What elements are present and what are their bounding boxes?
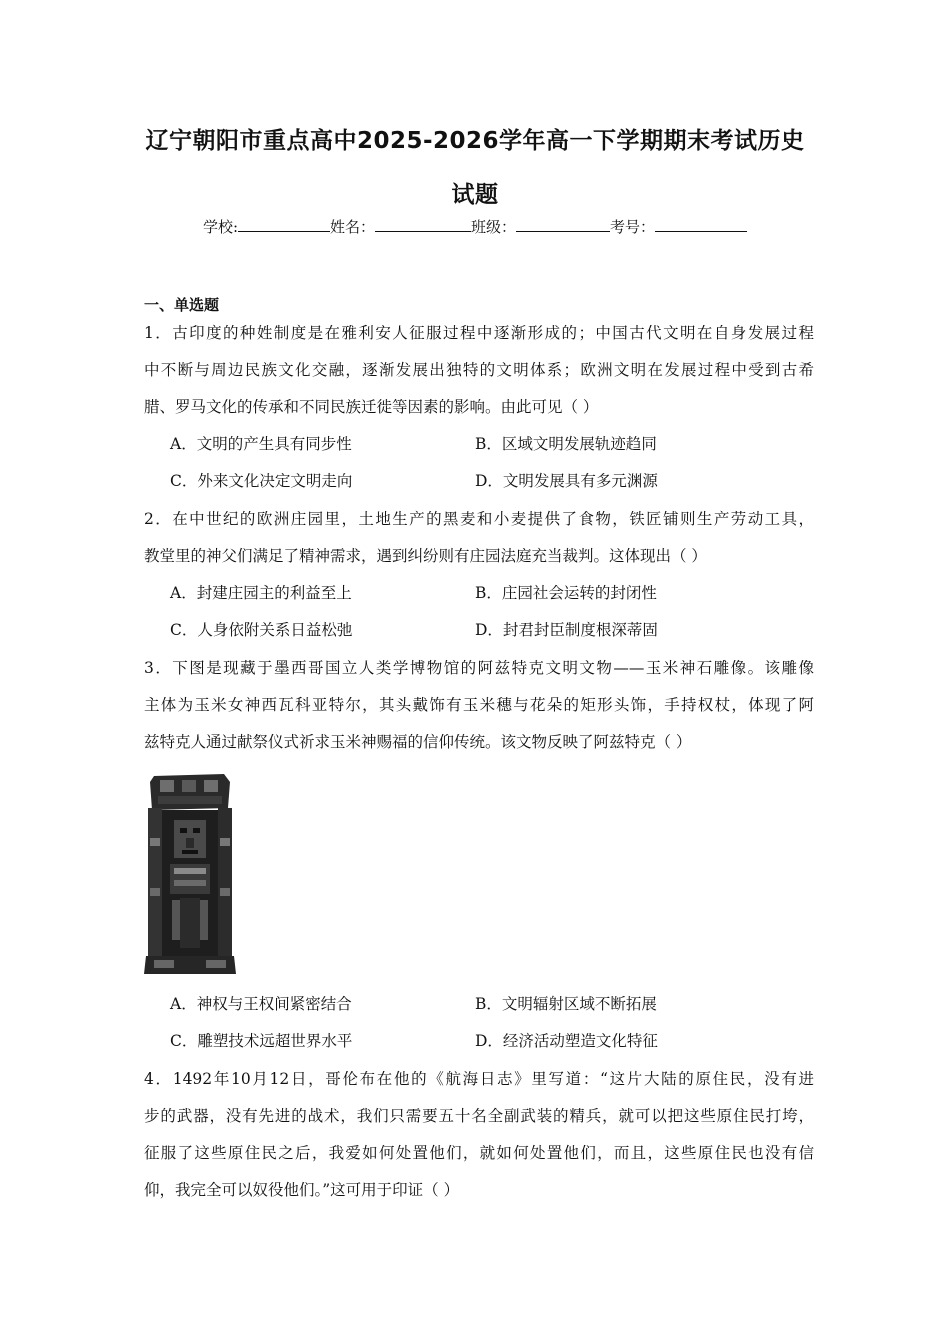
student-info-row: [0, 216, 950, 237]
question-2-line: 教堂里的神父们满足了精神需求，遇到纠纷则有庄园法庭充当裁判。这体现出（ ）: [144, 547, 707, 565]
name-label: 姓名：: [330, 218, 376, 236]
question-2-option-a[interactable]: A．封建庄园主的利益至上: [170, 584, 352, 602]
question-1-option-d[interactable]: D．文明发展具有多元渊源: [475, 472, 658, 490]
question-2-option-b[interactable]: B．庄园社会运转的封闭性: [475, 584, 657, 602]
question-4-line: 仰，我完全可以奴役他们。”这可用于印证（ ）: [144, 1181, 460, 1199]
question-3-line: 兹特克人通过献祭仪式祈求玉米神赐福的信仰传统。该文物反映了阿兹特克（ ）: [144, 733, 692, 751]
class-blank: [516, 217, 610, 232]
class-label: 班级：: [471, 218, 517, 236]
page-title-continued: 试题: [451, 182, 499, 208]
exam-number-label: 考号：: [610, 218, 656, 236]
question-1-line: 腊、罗马文化的传承和不同民族迁徙等因素的影响。由此可见（ ）: [144, 398, 599, 416]
exam-number-blank: [655, 217, 747, 232]
question-3-line: 3．下图是现藏于墨西哥国立人类学博物馆的阿兹特克文明文物——玉米神石雕像。该雕像: [144, 659, 814, 677]
question-1-line: 1．古印度的种姓制度是在雅利安人征服过程中逐渐形成的；中国古代文明在自身发展过程: [144, 324, 814, 342]
question-2-line: 2．在中世纪的欧洲庄园里，土地生产的黑麦和小麦提供了食物，铁匠铺则生产劳动工具，: [144, 510, 814, 528]
question-3-option-d[interactable]: D．经济活动塑造文化特征: [475, 1032, 658, 1050]
question-1-line: 中不断与周边民族文化交融，逐渐发展出独特的文明体系；欧洲文明在发展过程中受到古希: [144, 361, 814, 379]
question-3-line: 主体为玉米女神西瓦科亚特尔，其头戴饰有玉米穗与花朵的矩形头饰，手持权杖，体现了阿: [144, 696, 814, 714]
name-blank: [375, 217, 471, 232]
question-2-option-c[interactable]: C．人身依附关系日益松弛: [170, 621, 353, 639]
question-3-option-c[interactable]: C．雕塑技术远超世界水平: [170, 1032, 353, 1050]
question-4-line: 征服了这些原住民之后，我爱如何处置他们，就如何处置他们，而且，这些原住民也没有信: [144, 1144, 814, 1162]
page-title: 辽宁朝阳市重点高中2025-2026学年高一下学期期末考试历史: [145, 128, 805, 154]
question-1-option-c[interactable]: C．外来文化决定文明走向: [170, 472, 353, 490]
school-blank: [238, 217, 330, 232]
question-1-option-b[interactable]: B．区域文明发展轨迹趋同: [475, 435, 657, 453]
question-3-option-a[interactable]: A．神权与王权间紧密结合: [170, 995, 352, 1013]
question-3-option-b[interactable]: B．文明辐射区域不断拓展: [475, 995, 657, 1013]
question-4-line: 步的武器，没有先进的战术，我们只需要五十名全副武装的精兵，就可以把这些原住民打垮，: [144, 1107, 814, 1125]
question-2-option-d[interactable]: D．封君封臣制度根深蒂固: [475, 621, 658, 639]
maize-goddess-statue-image: [144, 768, 236, 980]
question-1-option-a[interactable]: A．文明的产生具有同步性: [170, 435, 352, 453]
school-label: 学校:: [202, 218, 238, 236]
question-4-line: 4．1492年10月12日，哥伦布在他的《航海日志》里写道：“这片大陆的原住民，没有进: [144, 1070, 814, 1088]
section-heading: 一、单选题: [144, 296, 220, 314]
